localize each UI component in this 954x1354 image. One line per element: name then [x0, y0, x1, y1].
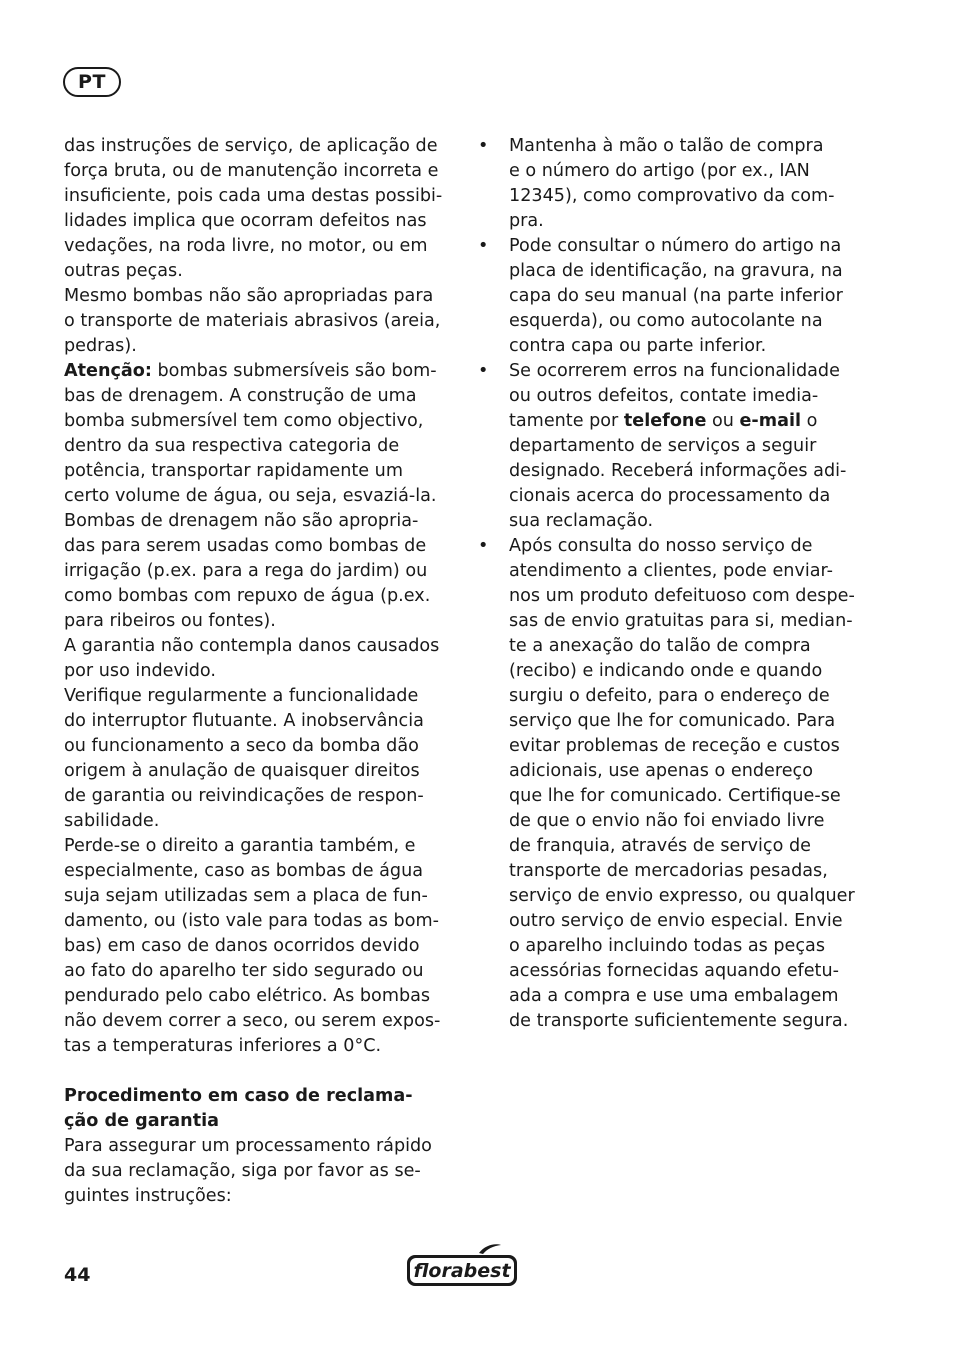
- text-line: Após consulta do nosso serviço de: [509, 536, 813, 556]
- text-line: A garantia não contempla danos causados: [64, 636, 440, 656]
- logo-text: florabest: [413, 1260, 511, 1282]
- paragraph-3-rest: [64, 384, 450, 634]
- text-line: lidades implica que ocorram defeitos nas: [64, 211, 427, 231]
- text-line: pendurado pelo cabo elétrico. As bombas: [64, 986, 431, 1006]
- text-line: dentro da sua respectiva categoria de: [64, 436, 400, 456]
- bullet-item-1-text: [509, 134, 860, 234]
- text-line: que lhe for comunicado. Certifique-se: [509, 786, 841, 806]
- text-line: e o número do artigo (por ex., IAN: [509, 161, 810, 181]
- bullet-item-3: [478, 359, 860, 534]
- text-line: das para serem usadas como bombas de: [64, 536, 427, 556]
- bullet-item-2-text: [509, 234, 860, 359]
- text-line: sas de envio gratuitas para si, median-: [509, 611, 853, 631]
- text-line: força bruta, ou de manutenção incorreta e: [64, 161, 439, 181]
- text-line: o transporte de materiais abrasivos (areia,: [64, 311, 441, 331]
- paragraph-3: [64, 359, 450, 634]
- text-line: Procedimento em caso de reclama-: [64, 1086, 413, 1106]
- right-column: [478, 134, 860, 1034]
- bullet-item-3-line-1: Se ocorrerem erros na funcionalidade: [509, 361, 840, 381]
- text-line: 12345), como comprovativo da com-: [509, 186, 835, 206]
- bullet-icon: •: [478, 361, 489, 381]
- paragraph-5: [64, 684, 450, 834]
- bullet-icon: •: [478, 536, 489, 556]
- text-line: ao fato do aparelho ter sido segurado ou: [64, 961, 424, 981]
- text-line: ou funcionamento a seco da bomba dão: [64, 736, 419, 756]
- bullet-item-3-line-3: tamente por telefone ou e-mail o: [509, 411, 818, 431]
- text-line: ção de garantia: [64, 1111, 220, 1131]
- text-line: Mantenha à mão o talão de compra: [509, 136, 824, 156]
- email-label: e-mail: [739, 411, 802, 431]
- text-line: capa do seu manual (na parte inferior: [509, 286, 843, 306]
- text-line: serviço de envio expresso, ou qualquer: [509, 886, 855, 906]
- text-line: não devem correr a seco, ou serem expos-: [64, 1011, 441, 1031]
- text-line: evitar problemas de receção e custos: [509, 736, 840, 756]
- text-line: irrigação (p.ex. para a rega do jardim) ou: [64, 561, 428, 581]
- text-line: surgiu o defeito, para o endereço de: [509, 686, 830, 706]
- paragraph-4: [64, 634, 450, 684]
- bullet-item-4-text: [509, 534, 860, 1034]
- text-line: adicionais, use apenas o endereço: [509, 761, 813, 781]
- text-line: especialmente, caso as bombas de água: [64, 861, 423, 881]
- text-line: vedações, na roda livre, no motor, ou em: [64, 236, 428, 256]
- bullet-item-4: [478, 534, 860, 1034]
- attention-text: bombas submersíveis são bom-: [151, 361, 437, 381]
- language-badge: PT: [63, 67, 121, 97]
- bullet-item-3-rest: [509, 434, 860, 534]
- text-line: Pode consultar o número do artigo na: [509, 236, 842, 256]
- text-line: serviço que lhe for comunicado. Para: [509, 711, 836, 731]
- text-line: pra.: [509, 211, 544, 231]
- text-line: cionais acerca do processamento da: [509, 486, 831, 506]
- text-line: sabilidade.: [64, 811, 160, 831]
- text-line: de garantia ou reivindicações de respon-: [64, 786, 424, 806]
- paragraph-1: [64, 134, 450, 284]
- text-line: te a anexação do talão de compra: [509, 636, 811, 656]
- text-line: Bombas de drenagem não são apropria-: [64, 511, 419, 531]
- bullet-item-2: [478, 234, 860, 359]
- text-line: suja sejam utilizadas sem a placa de fun-: [64, 886, 428, 906]
- bullet-item-3-line-2: ou outros defeitos, contate imedia-: [509, 386, 819, 406]
- text-line: Perde-se o direito a garantia também, e: [64, 836, 416, 856]
- paragraph-7: [64, 1134, 450, 1209]
- text-line: insuficiente, pois cada uma destas possibi-: [64, 186, 443, 206]
- text-line: outras peças.: [64, 261, 183, 281]
- bullet-icon: •: [478, 136, 489, 156]
- text-line: outro serviço de envio especial. Envie: [509, 911, 843, 931]
- page-number: 44: [64, 1264, 91, 1286]
- text-line: sua reclamação.: [509, 511, 654, 531]
- text-line: Mesmo bombas não são apropriadas para: [64, 286, 434, 306]
- text-line: esquerda), ou como autocolante na: [509, 311, 823, 331]
- text-line: damento, ou (isto vale para todas as bom-: [64, 911, 439, 931]
- text-line: Para assegurar um processamento rápido: [64, 1136, 432, 1156]
- text-line: o aparelho incluindo todas as peças: [509, 936, 825, 956]
- attention-label: Atenção:: [64, 361, 152, 381]
- text-line: de que o envio não foi enviado livre: [509, 811, 825, 831]
- text-line: guintes instruções:: [64, 1186, 232, 1206]
- text-line: designado. Receberá informações adi-: [509, 461, 847, 481]
- text-line: das instruções de serviço, de aplicação de: [64, 136, 438, 156]
- text-line: contra capa ou parte inferior.: [509, 336, 767, 356]
- text-line: tas a temperaturas inferiores a 0°C.: [64, 1036, 382, 1056]
- text-line: do interruptor flutuante. A inobservância: [64, 711, 424, 731]
- text-line: para ribeiros ou fontes).: [64, 611, 276, 631]
- paragraph-2: [64, 284, 450, 359]
- text-line: como bombas com repuxo de água (p.ex.: [64, 586, 431, 606]
- text-line: (recibo) e indicando onde e quando: [509, 661, 823, 681]
- section-heading: [64, 1084, 450, 1134]
- text-line: bomba submersível tem como objectivo,: [64, 411, 424, 431]
- text-line: transporte de mercadorias pesadas,: [509, 861, 828, 881]
- bullet-icon: •: [478, 236, 489, 256]
- text-line: ada a compra e use uma embalagem: [509, 986, 839, 1006]
- text-line: pedras).: [64, 336, 137, 356]
- text-line: bas) em caso de danos ocorridos devido: [64, 936, 420, 956]
- text-line: por uso indevido.: [64, 661, 216, 681]
- text-line: Verifique regularmente a funcionalidade: [64, 686, 419, 706]
- text-line: bas de drenagem. A construção de uma: [64, 386, 417, 406]
- text-line: potência, transportar rapidamente um: [64, 461, 403, 481]
- paragraph-6: [64, 834, 450, 1059]
- florabest-logo: [405, 1243, 519, 1289]
- text-line: origem à anulação de quaisquer direitos: [64, 761, 420, 781]
- text-line: placa de identificação, na gravura, na: [509, 261, 843, 281]
- bullet-item-1: [478, 134, 860, 234]
- paragraph-3-first-line: [64, 359, 450, 384]
- text-line: departamento de serviços a seguir: [509, 436, 817, 456]
- text-line: de transporte suficientemente segura.: [509, 1011, 849, 1031]
- text-line: certo volume de água, ou seja, esvaziá-la.: [64, 486, 437, 506]
- text-line: atendimento a clientes, pode enviar-: [509, 561, 833, 581]
- left-column: [64, 134, 450, 1209]
- text-line: nos um produto defeituoso com despe-: [509, 586, 855, 606]
- text-line: acessórias fornecidas aquando efetu-: [509, 961, 839, 981]
- text-line: da sua reclamação, siga por favor as se-: [64, 1161, 421, 1181]
- phone-label: telefone: [623, 411, 707, 431]
- text-line: de franquia, através de serviço de: [509, 836, 811, 856]
